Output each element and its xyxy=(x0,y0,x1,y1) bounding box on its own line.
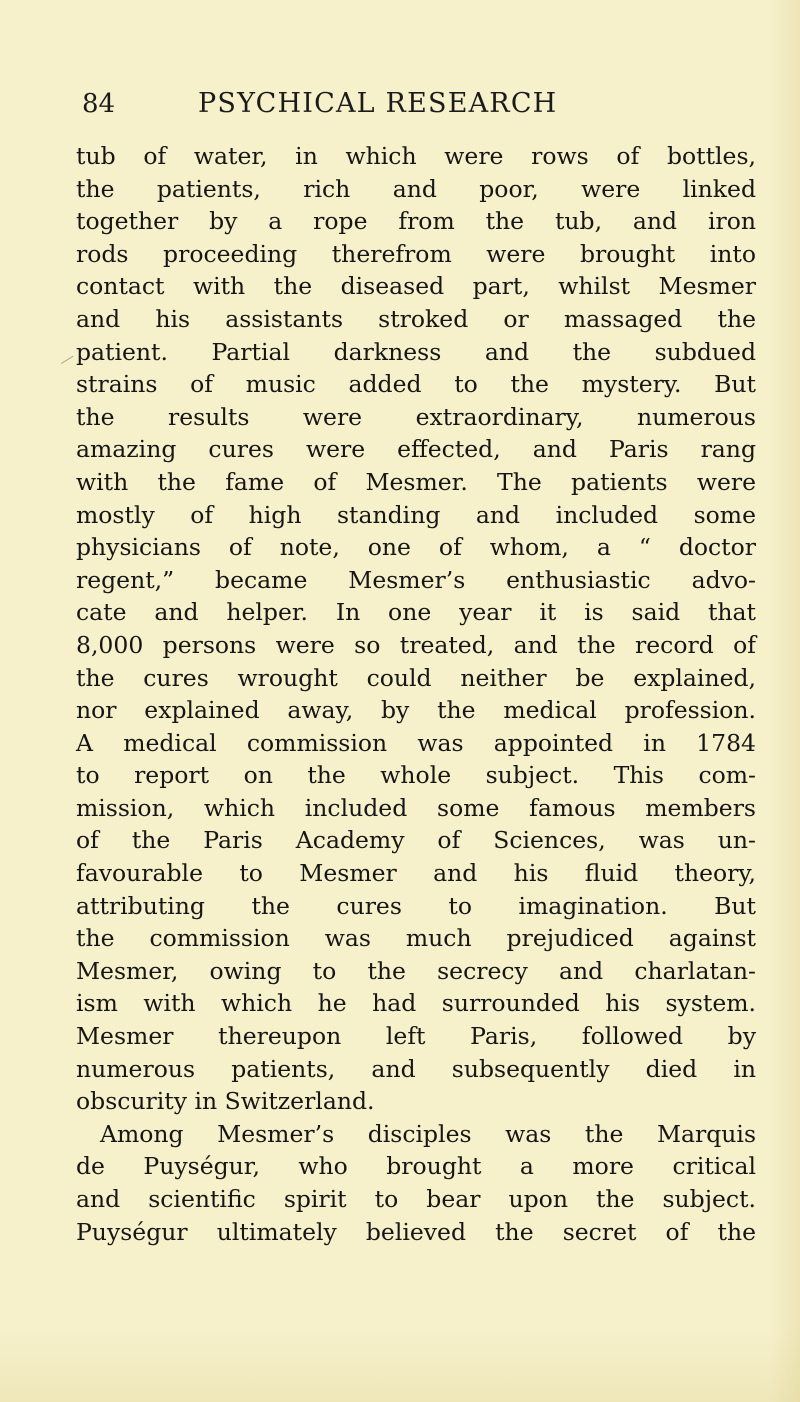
running-head-title: PSYCHICAL RESEARCH xyxy=(198,88,558,119)
text-line: and scientific spirit to bear upon the subject. xyxy=(76,1185,756,1213)
text-line: the cures wrought could neither be explained, xyxy=(76,663,756,692)
text-line: amazing cures were effected, and Paris rang xyxy=(76,435,756,464)
text-line: rods proceeding therefrom were brought into xyxy=(76,239,756,268)
text-line: with the fame of Mesmer. The patients were xyxy=(76,467,756,496)
text-line: attributing the cures to imagination. But xyxy=(76,891,756,920)
text-line: together by a rope from the tub, and iron xyxy=(76,207,756,236)
text-line: the results were extraordinary, numerous xyxy=(76,402,756,431)
text-line: contact with the diseased part, whilst Mesmer xyxy=(76,272,756,301)
text-line: regent,” became Mesmer’s enthusiastic advo- xyxy=(76,565,756,594)
text-line: and his assistants stroked or massaged the xyxy=(76,304,756,333)
text-line: Mesmer thereupon left Paris, followed by xyxy=(76,1022,756,1051)
text-line: ism with which he had surrounded his system. xyxy=(76,989,756,1018)
text-line: patient. Partial darkness and the subdued xyxy=(76,337,756,366)
text-line: nor explained away, by the medical profession. xyxy=(76,696,756,725)
text-line: favourable to Mesmer and his fluid theory, xyxy=(76,859,756,888)
text-line: 8,000 persons were so treated, and the record of xyxy=(76,630,756,659)
text-line: mostly of high standing and included some xyxy=(76,500,756,529)
text-line: the patients, rich and poor, were linked xyxy=(76,174,756,203)
running-head xyxy=(82,86,762,126)
text-line: the commission was much prejudiced against xyxy=(76,924,756,953)
text-line: Among Mesmer’s disciples was the Marquis xyxy=(100,1119,756,1148)
text-line: to report on the whole subject. This com- xyxy=(76,761,756,790)
text-line: physicians of note, one of whom, a “ doctor xyxy=(76,533,756,562)
text-line: obscurity in Switzerland. xyxy=(76,1087,375,1116)
page-number: 84 xyxy=(82,89,116,119)
text-line: cate and helper. In one year it is said that xyxy=(76,598,756,627)
body-text xyxy=(76,140,756,1248)
text-line: Puységur ultimately believed the secret of the xyxy=(76,1217,756,1246)
text-line: tub of water, in which were rows of bottles, xyxy=(76,142,756,170)
text-line: numerous patients, and subsequently died in xyxy=(76,1054,756,1083)
text-line: Mesmer, owing to the secrecy and charlatan- xyxy=(76,956,756,985)
stray-pencil-mark xyxy=(57,349,74,364)
text-line: of the Paris Academy of Sciences, was un- xyxy=(76,826,756,855)
text-line: de Puységur, who brought a more critical xyxy=(76,1152,756,1181)
text-line: strains of music added to the mystery. But xyxy=(76,370,756,399)
text-line: A medical commission was appointed in 1784 xyxy=(76,728,756,757)
text-line: mission, which included some famous members xyxy=(76,793,756,822)
